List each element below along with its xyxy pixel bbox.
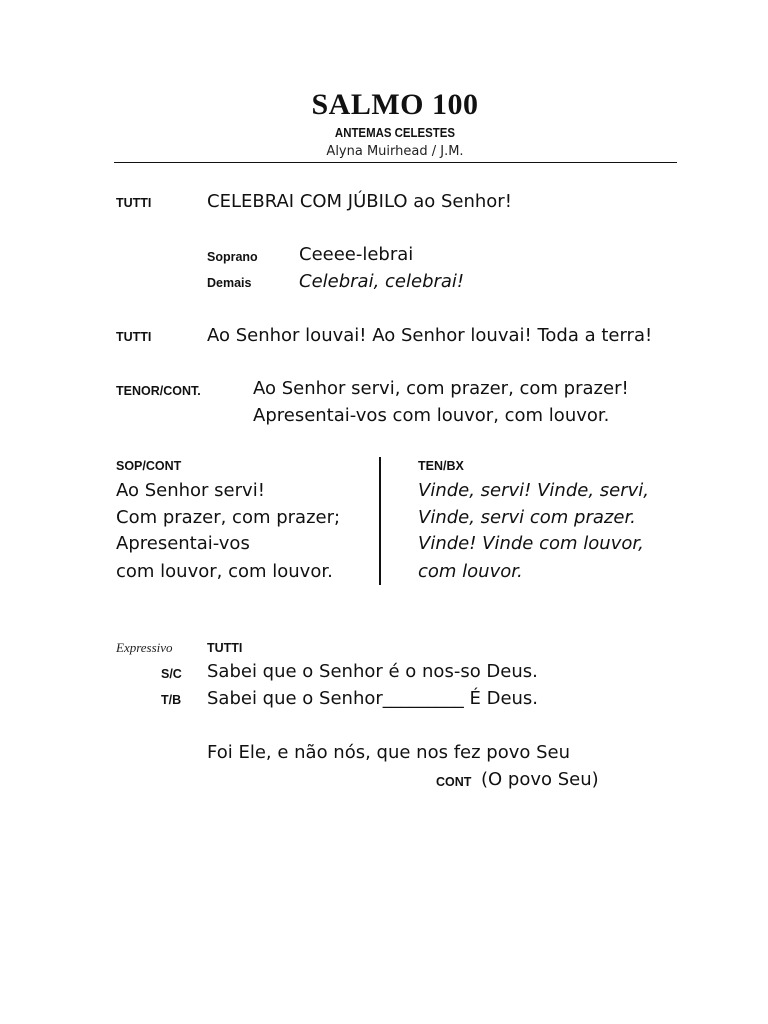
page-title: SALMO 100 (311, 88, 479, 121)
voice-tag-demais: Demais (207, 276, 252, 290)
voice-tag-ten-bx: TEN/BX (418, 459, 464, 473)
voice-tag-tutti: TUTTI (207, 641, 243, 655)
lyric-line: Foi Ele, e não nós, que nos fez povo Seu (207, 742, 571, 763)
lyric-line: com louvor, com louvor. (116, 561, 333, 582)
lyric-line: Vinde, servi com prazer. (418, 507, 636, 528)
voice-tag-tutti: TUTTI (116, 330, 152, 344)
lyric-line: Vinde! Vinde com louvor, (418, 533, 644, 554)
lyric-line: CELEBRAI COM JÚBILO ao Senhor! (207, 191, 512, 212)
lyric-line: Ao Senhor servi, com prazer, com prazer! (253, 378, 629, 399)
lyric-line: Ao Senhor louvai! Ao Senhor louvai! Toda a terra! (207, 325, 653, 346)
voice-tag-sop-cont: SOP/CONT (116, 459, 182, 473)
page-subtitle: ANTEMAS CELESTES (334, 125, 456, 140)
lyric-line: Ceeee-lebrai (299, 244, 414, 265)
lyric-line: Com prazer, com prazer; (116, 507, 341, 528)
column-divider (379, 457, 381, 585)
expression-marking: Expressivo (116, 640, 173, 655)
voice-tag-cont: CONT (436, 775, 472, 789)
voice-tag-tutti: TUTTI (116, 196, 152, 210)
voice-tag-tb: T/B (161, 693, 182, 707)
voice-tag-soprano: Soprano (207, 250, 258, 264)
lyric-line: Sabei que o Senhor_________ É Deus. (207, 688, 539, 709)
lyric-line: Vinde, servi! Vinde, servi, (418, 480, 650, 501)
lyric-line: com louvor. (418, 561, 523, 582)
lyric-line: Apresentai-vos com louvor, com louvor. (253, 405, 610, 426)
lyric-line: Celebrai, celebrai! (299, 271, 465, 292)
lyric-line: Ao Senhor servi! (116, 480, 265, 501)
voice-tag-sc: S/C (161, 667, 182, 681)
header-divider (114, 162, 677, 163)
authors-credit: Alyna Muirhead / J.M. (326, 144, 464, 159)
voice-tag-tenor-cont: TENOR/CONT. (116, 384, 201, 398)
lyric-line: (O povo Seu) (481, 769, 599, 790)
lyric-line: Sabei que o Senhor é o nos-so Deus. (207, 661, 538, 682)
lyric-line: Apresentai-vos (116, 533, 250, 554)
